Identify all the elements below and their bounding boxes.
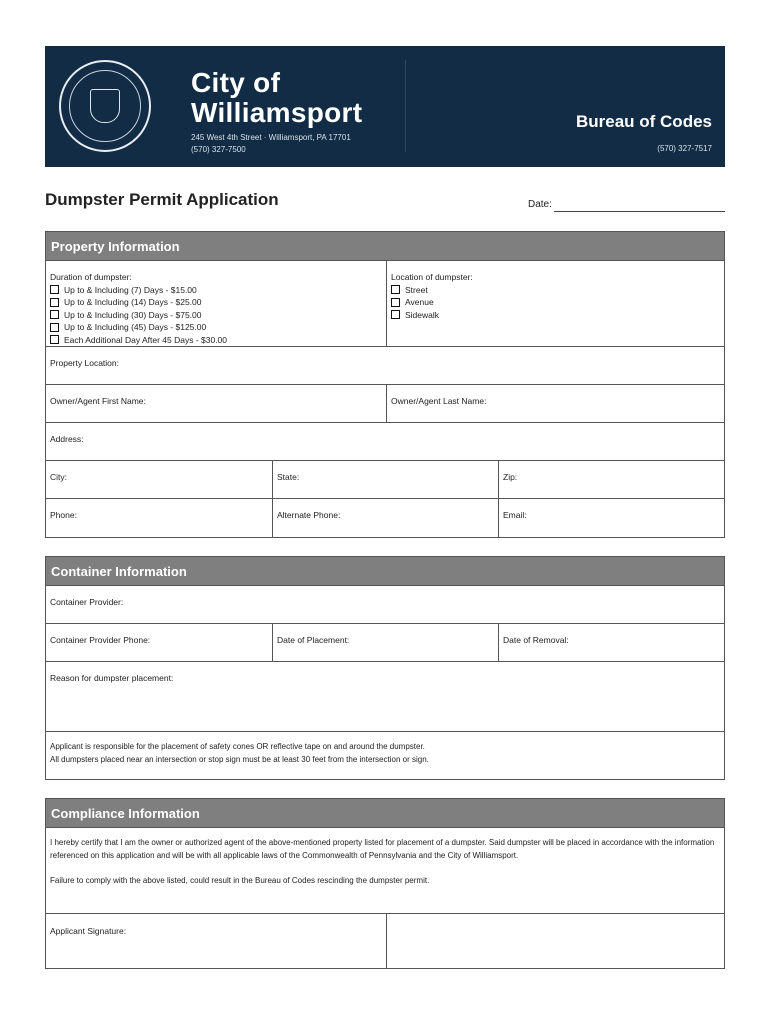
container-section	[45, 556, 725, 780]
notice-row	[46, 732, 724, 779]
header-divider	[405, 60, 406, 152]
city-seal-icon	[59, 60, 151, 152]
state-field[interactable]: State:	[272, 461, 498, 498]
provider-phone-field[interactable]: Container Provider Phone:	[50, 635, 151, 645]
city-name	[191, 68, 362, 128]
bureau-phone: (570) 327-7517	[657, 144, 712, 153]
checkbox[interactable]	[50, 310, 59, 319]
seal-shield-icon	[90, 89, 120, 123]
property-section	[45, 231, 725, 538]
location-cell	[386, 261, 724, 346]
seal-inner-ring	[69, 70, 141, 142]
checkbox[interactable]	[50, 298, 59, 307]
location-option-sidewalk[interactable]: Sidewalk	[391, 309, 720, 322]
alternate-phone-field[interactable]: Alternate Phone:	[272, 499, 498, 537]
removal-date-field[interactable]: Date of Removal:	[498, 624, 724, 661]
signature-row	[46, 914, 724, 968]
container-heading: Container Information	[46, 557, 724, 586]
signature-field[interactable]	[386, 914, 724, 968]
container-provider-field[interactable]: Container Provider:	[50, 597, 124, 607]
notice-line-2: All dumpsters placed near an intersection or stop sign must be at least 30 feet from the intersection or sign.	[50, 754, 429, 764]
date-label: Date:	[528, 199, 552, 210]
property-location-row	[46, 347, 724, 385]
page-title: Dumpster Permit Application	[45, 190, 279, 209]
checkbox[interactable]	[391, 285, 400, 294]
duration-label: Duration of dumpster:	[50, 272, 132, 282]
phone-field[interactable]: Phone:	[50, 510, 77, 520]
reason-field[interactable]: Reason for dumpster placement:	[50, 673, 174, 683]
header-banner	[45, 46, 725, 167]
duration-location-row	[46, 261, 724, 347]
city-contact	[191, 132, 351, 156]
city-line-1: City of	[191, 67, 281, 98]
checkbox[interactable]	[391, 310, 400, 319]
city-state-zip-row	[46, 461, 724, 499]
city-field[interactable]: City:	[50, 472, 67, 482]
safety-notice	[46, 732, 724, 779]
duration-option-14[interactable]: Up to & Including (14) Days - $25.00	[50, 296, 382, 309]
bureau-name: Bureau of Codes	[575, 112, 712, 131]
email-field[interactable]: Email:	[498, 499, 724, 537]
date-field[interactable]	[554, 211, 725, 212]
certification-row	[46, 828, 724, 914]
failure-statement: Failure to comply with the above listed, could result in the Bureau of Codes rescinding the dumpster permit.	[50, 876, 430, 885]
duration-cell	[46, 261, 386, 346]
duration-option-7[interactable]: Up to & Including (7) Days - $15.00	[50, 284, 382, 297]
duration-option-additional[interactable]: Each Additional Day After 45 Days - $30.00	[50, 334, 382, 347]
location-option-avenue[interactable]: Avenue	[391, 296, 720, 309]
provider-row	[46, 586, 724, 624]
owner-first-name-field[interactable]: Owner/Agent First Name:	[50, 396, 146, 406]
signature-label: Applicant Signature:	[50, 926, 127, 936]
duration-option-30[interactable]: Up to & Including (30) Days - $75.00	[50, 309, 382, 322]
notice-line-1: Applicant is responsible for the placement of safety cones OR reflective tape on and around the dumpster.	[50, 742, 425, 751]
placement-date-field[interactable]: Date of Placement:	[272, 624, 498, 661]
zip-field[interactable]: Zip:	[498, 461, 724, 498]
duration-option-45[interactable]: Up to & Including (45) Days - $125.00	[50, 321, 382, 334]
compliance-heading: Compliance Information	[46, 799, 724, 828]
checkbox[interactable]	[50, 323, 59, 332]
checkbox[interactable]	[50, 285, 59, 294]
property-location-field[interactable]: Property Location:	[50, 358, 119, 368]
reason-row	[46, 662, 724, 732]
city-line-2: Williamsport	[191, 97, 363, 128]
location-label: Location of dumpster:	[391, 272, 473, 282]
address-field[interactable]: Address:	[50, 434, 84, 444]
owner-last-name-field[interactable]: Owner/Agent Last Name:	[386, 385, 724, 422]
compliance-section	[45, 798, 725, 969]
owner-name-row	[46, 385, 724, 423]
certification-text	[46, 828, 724, 913]
location-option-street[interactable]: Street	[391, 284, 720, 297]
address-row	[46, 423, 724, 461]
city-address: 245 West 4th Street · Williamsport, PA 17701	[191, 133, 351, 142]
certify-statement: I hereby certify that I am the owner or authorized agent of the above-mentioned property listed for placement of a dumpster. Said dumpster will be placed in accordance with the information referenced on this application and will be with all applicable laws of the Commonwealth of Pennsylvania and the City of Williamsport.	[50, 838, 715, 860]
city-phone: (570) 327-7500	[191, 145, 246, 154]
property-heading: Property Information	[46, 232, 724, 261]
phone-email-row	[46, 499, 724, 537]
checkbox[interactable]	[50, 335, 59, 344]
checkbox[interactable]	[391, 298, 400, 307]
provider-dates-row	[46, 624, 724, 662]
